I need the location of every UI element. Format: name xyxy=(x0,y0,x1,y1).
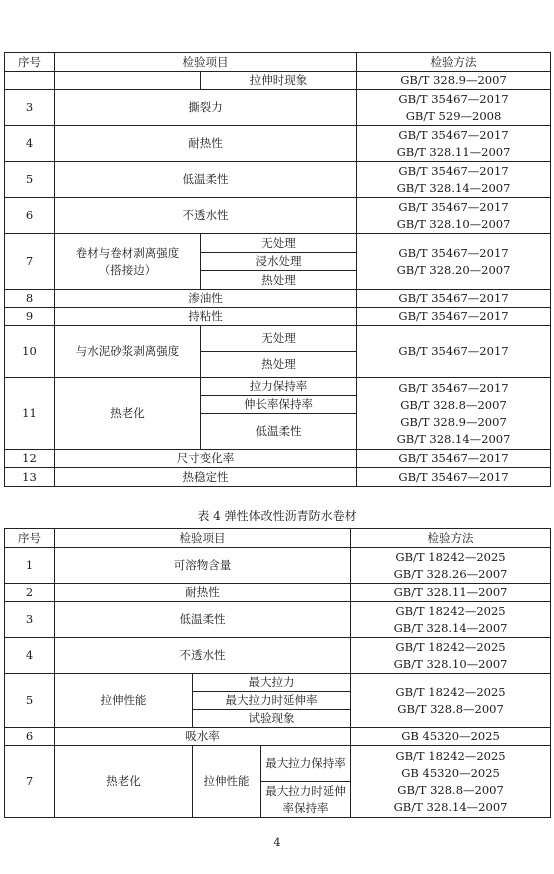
sub-item-cell: 伸长率保持率 xyxy=(201,396,357,414)
item-cell: 热老化 xyxy=(55,746,193,818)
sub-item-cell: 拉伸时现象 xyxy=(201,72,357,90)
table-header-row xyxy=(5,529,551,548)
item-cell: 耐热性 xyxy=(55,126,357,162)
method-cell xyxy=(351,602,551,638)
method-cell xyxy=(357,90,551,126)
sub-item-cell: 拉伸性能 xyxy=(193,746,261,818)
item-cell: 低温柔性 xyxy=(55,162,357,198)
sub-item-cell: 最大拉力时延伸率 xyxy=(193,692,351,710)
method-cell: GB/T 35467—2017 xyxy=(357,468,551,487)
table-row xyxy=(5,162,551,198)
table-row xyxy=(5,290,551,308)
seq-cell: 6 xyxy=(5,728,55,746)
method-line: GB/T 18242—2025 xyxy=(395,603,506,618)
item-cell: 尺寸变化率 xyxy=(55,450,357,468)
method-line: GB/T 35467—2017 xyxy=(398,127,509,142)
seq-cell: 3 xyxy=(5,90,55,126)
item-cell: 不透水性 xyxy=(55,198,357,234)
method-line: GB/T 18242—2025 xyxy=(395,748,506,763)
seq-cell: 5 xyxy=(5,162,55,198)
inspection-table-3-continued xyxy=(4,52,551,487)
header-method: 检验方法 xyxy=(357,53,551,72)
item-line: 卷材与卷材剥离强度 xyxy=(75,245,180,260)
seq-cell: 7 xyxy=(5,746,55,818)
seq-cell: 7 xyxy=(5,234,55,290)
method-line: GB/T 35467—2017 xyxy=(398,245,509,260)
seq-cell: 10 xyxy=(5,326,55,378)
item-cell xyxy=(55,234,201,290)
method-cell xyxy=(351,746,551,818)
item-cell: 拉伸性能 xyxy=(55,674,193,728)
header-item: 检验项目 xyxy=(55,53,357,72)
sub-item-cell: 热处理 xyxy=(201,271,357,290)
sub-item-cell: 浸水处理 xyxy=(201,253,357,271)
method-cell xyxy=(357,126,551,162)
item-cell: 不透水性 xyxy=(55,638,351,674)
seq-cell: 4 xyxy=(5,638,55,674)
table-row xyxy=(5,450,551,468)
table-row xyxy=(5,468,551,487)
table-row xyxy=(5,548,551,584)
table-row xyxy=(5,326,551,352)
method-line: GB/T 328.14—2007 xyxy=(396,180,511,195)
method-line: GB/T 328.10—2007 xyxy=(396,216,511,231)
table-row xyxy=(5,674,551,692)
method-cell xyxy=(357,234,551,290)
method-cell: GB/T 35467—2017 xyxy=(357,450,551,468)
method-line: GB/T 328.20—2007 xyxy=(396,262,511,277)
sub-item-cell: 拉力保持率 xyxy=(201,378,357,396)
method-line: GB/T 328.14—2007 xyxy=(393,620,508,635)
method-line: GB/T 18242—2025 xyxy=(395,684,506,699)
header-seq: 序号 xyxy=(5,529,55,548)
method-line: GB/T 18242—2025 xyxy=(395,639,506,654)
method-line: GB/T 35467—2017 xyxy=(398,163,509,178)
table-row xyxy=(5,728,551,746)
item-line: （搭接边） xyxy=(98,262,157,277)
seq-cell: 3 xyxy=(5,602,55,638)
item-cell: 与水泥砂浆剥离强度 xyxy=(55,326,201,378)
seq-cell: 13 xyxy=(5,468,55,487)
header-method: 检验方法 xyxy=(351,529,551,548)
method-cell xyxy=(351,638,551,674)
sub-item-cell: 最大拉力 xyxy=(193,674,351,692)
method-line: GB/T 328.8—2007 xyxy=(397,701,504,716)
method-cell xyxy=(357,162,551,198)
seq-cell: 4 xyxy=(5,126,55,162)
sub-item-cell: 无处理 xyxy=(201,234,357,253)
item-cell: 热老化 xyxy=(55,378,201,450)
method-cell xyxy=(351,674,551,728)
seq-cell: 1 xyxy=(5,548,55,584)
sub-item-cell: 试验现象 xyxy=(193,710,351,728)
table-row xyxy=(5,378,551,396)
item-cell: 可溶物含量 xyxy=(55,548,351,584)
table-header-row xyxy=(5,53,551,72)
sub-sub-item-cell: 最大拉力时延伸率保持率 xyxy=(261,782,351,818)
item-cell: 撕裂力 xyxy=(55,90,357,126)
method-cell xyxy=(351,548,551,584)
sub-item-cell: 热处理 xyxy=(201,352,357,378)
item-cell: 耐热性 xyxy=(55,584,351,602)
item-cell: 吸水率 xyxy=(55,728,351,746)
method-line: GB 45320—2025 xyxy=(401,765,500,780)
method-line: GB/T 529—2008 xyxy=(405,108,502,123)
item-cell: 持粘性 xyxy=(55,308,357,326)
seq-cell: 12 xyxy=(5,450,55,468)
method-cell: GB/T 328.11—2007 xyxy=(351,584,551,602)
table-caption: 表 4 弹性体改性沥青防水卷材 xyxy=(197,509,357,523)
inspection-table-4 xyxy=(4,528,551,818)
page-number: 4 xyxy=(273,836,281,849)
sub-item-cell: 低温柔性 xyxy=(201,414,357,450)
seq-cell: 8 xyxy=(5,290,55,308)
table-row xyxy=(5,234,551,253)
method-line: GB/T 328.8—2007 xyxy=(397,782,504,797)
seq-cell xyxy=(5,72,55,90)
method-cell: GB 45320—2025 xyxy=(351,728,551,746)
item-cell: 渗油性 xyxy=(55,290,357,308)
method-line: GB/T 328.9—2007 xyxy=(400,414,507,429)
table-row xyxy=(5,308,551,326)
item-cell xyxy=(55,72,201,90)
table-row xyxy=(5,746,551,782)
header-item: 检验项目 xyxy=(55,529,351,548)
method-cell: GB/T 35467—2017 xyxy=(357,326,551,378)
sub-item-cell: 无处理 xyxy=(201,326,357,352)
method-line: GB/T 328.14—2007 xyxy=(396,431,511,446)
seq-cell: 2 xyxy=(5,584,55,602)
table-row xyxy=(5,72,551,90)
table-row xyxy=(5,602,551,638)
seq-cell: 5 xyxy=(5,674,55,728)
method-line: GB/T 328.11—2007 xyxy=(396,144,511,159)
method-line: GB/T 35467—2017 xyxy=(398,199,509,214)
method-line: GB/T 18242—2025 xyxy=(395,549,506,564)
method-line: GB/T 35467—2017 xyxy=(398,91,509,106)
table-row xyxy=(5,584,551,602)
item-cell: 热稳定性 xyxy=(55,468,357,487)
method-line: GB/T 328.26—2007 xyxy=(393,566,508,581)
method-line: GB/T 35467—2017 xyxy=(398,380,509,395)
table-row xyxy=(5,126,551,162)
table-row xyxy=(5,198,551,234)
method-cell: GB/T 35467—2017 xyxy=(357,308,551,326)
table-row xyxy=(5,90,551,126)
item-cell: 低温柔性 xyxy=(55,602,351,638)
seq-cell: 6 xyxy=(5,198,55,234)
sub-sub-item-cell: 最大拉力保持率 xyxy=(261,746,351,782)
method-cell xyxy=(357,378,551,450)
method-cell: GB/T 35467—2017 xyxy=(357,290,551,308)
method-cell xyxy=(357,198,551,234)
method-cell: GB/T 328.9—2007 xyxy=(357,72,551,90)
method-line: GB/T 328.8—2007 xyxy=(400,397,507,412)
table-row xyxy=(5,638,551,674)
method-line: GB/T 328.10—2007 xyxy=(393,656,508,671)
seq-cell: 11 xyxy=(5,378,55,450)
seq-cell: 9 xyxy=(5,308,55,326)
header-seq: 序号 xyxy=(5,53,55,72)
method-line: GB/T 328.14—2007 xyxy=(393,799,508,814)
